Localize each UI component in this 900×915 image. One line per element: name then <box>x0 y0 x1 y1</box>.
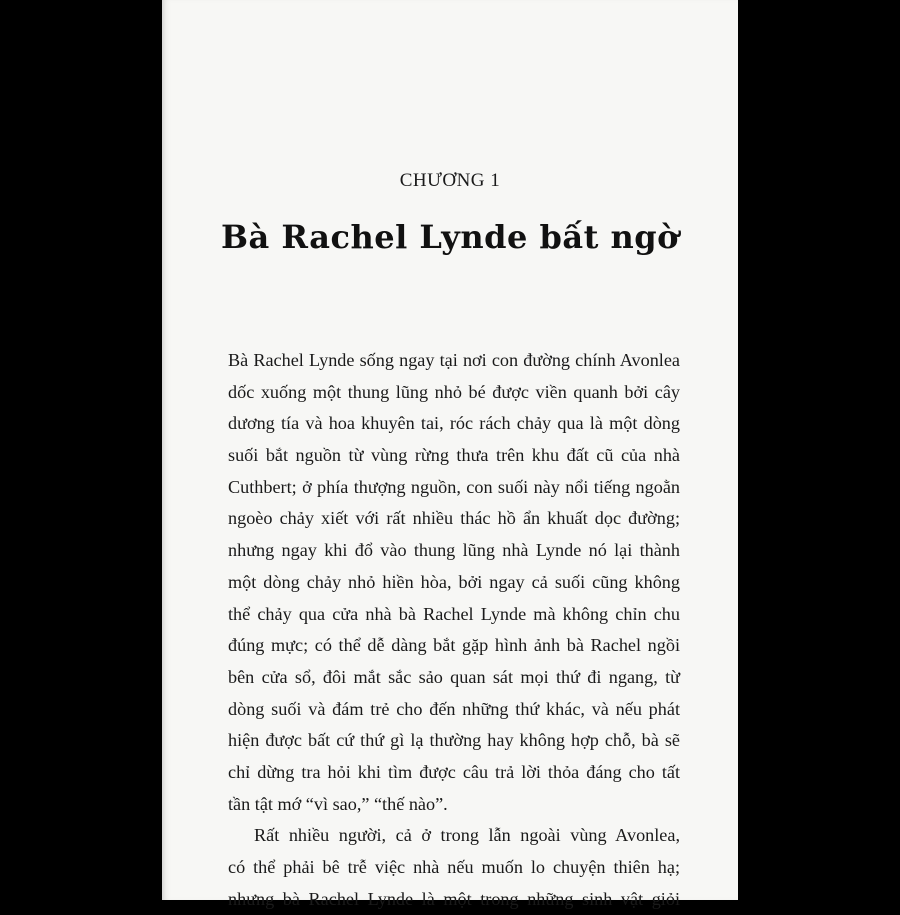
chapter-number: CHƯƠNG 1 <box>399 170 501 191</box>
text-line: dương tía và hoa khuyên tai, róc rách chảy qua là một dòng <box>228 413 680 434</box>
paragraph <box>228 820 680 915</box>
body-text <box>228 345 680 915</box>
text-line: Cuthbert; ở phía thượng nguồn, con suối này nổi tiếng ngoằn <box>228 476 680 497</box>
text-line: Rất nhiều người, cả ở trong lẫn ngoài vùng Avonlea, <box>254 825 680 846</box>
text-line: Bà Rachel Lynde sống ngay tại nơi con đường chính Avonlea <box>228 350 680 370</box>
text-line: tần tật mớ “vì sao,” “thế nào”. <box>228 793 448 814</box>
text-line: dốc xuống một thung lũng nhỏ bé được viền quanh bởi cây <box>228 381 680 402</box>
text-line: suối bắt nguồn từ vùng rừng thưa trên khu đất cũ của nhà <box>228 445 680 466</box>
text-line: nhưng bà Rachel Lynde là một trong những sinh vật giỏi <box>228 888 680 909</box>
book-page <box>162 0 738 909</box>
text-line: đúng mực; có thể dễ dàng bắt gặp hình ảnh bà Rachel ngồi <box>228 635 680 656</box>
text-line: hiện được bất cứ thứ gì lạ thường hay không hợp chỗ, bà sẽ <box>228 730 680 751</box>
text-line: thể chảy qua cửa nhà bà Rachel Lynde mà không chỉn chu <box>228 603 680 624</box>
chapter-title: Bà Rachel Lynde bất ngờ <box>221 218 679 256</box>
paragraph <box>228 345 680 820</box>
text-line: bên cửa sổ, đôi mắt sắc sảo quan sát mọi thứ đi ngang, từ <box>228 666 680 687</box>
text-line: có thể phải bê trễ việc nhà nếu muốn lo chuyện thiên hạ; <box>228 857 680 877</box>
text-line: một dòng chảy nhỏ hiền hòa, bởi ngay cả suối cũng không <box>228 571 680 592</box>
text-line: nhưng ngay khi đổ vào thung lũng nhà Lynde nó lại thành <box>228 540 680 561</box>
text-line: ngoèo chảy xiết với rất nhiều thác hồ ẩn khuất dọc đường; <box>228 508 680 529</box>
text-line: chỉ dừng tra hỏi khi tìm được câu trả lời thỏa đáng cho tất <box>228 761 680 782</box>
text-line: dòng suối và đám trẻ cho đến những thứ khác, và nếu phát <box>228 698 680 719</box>
